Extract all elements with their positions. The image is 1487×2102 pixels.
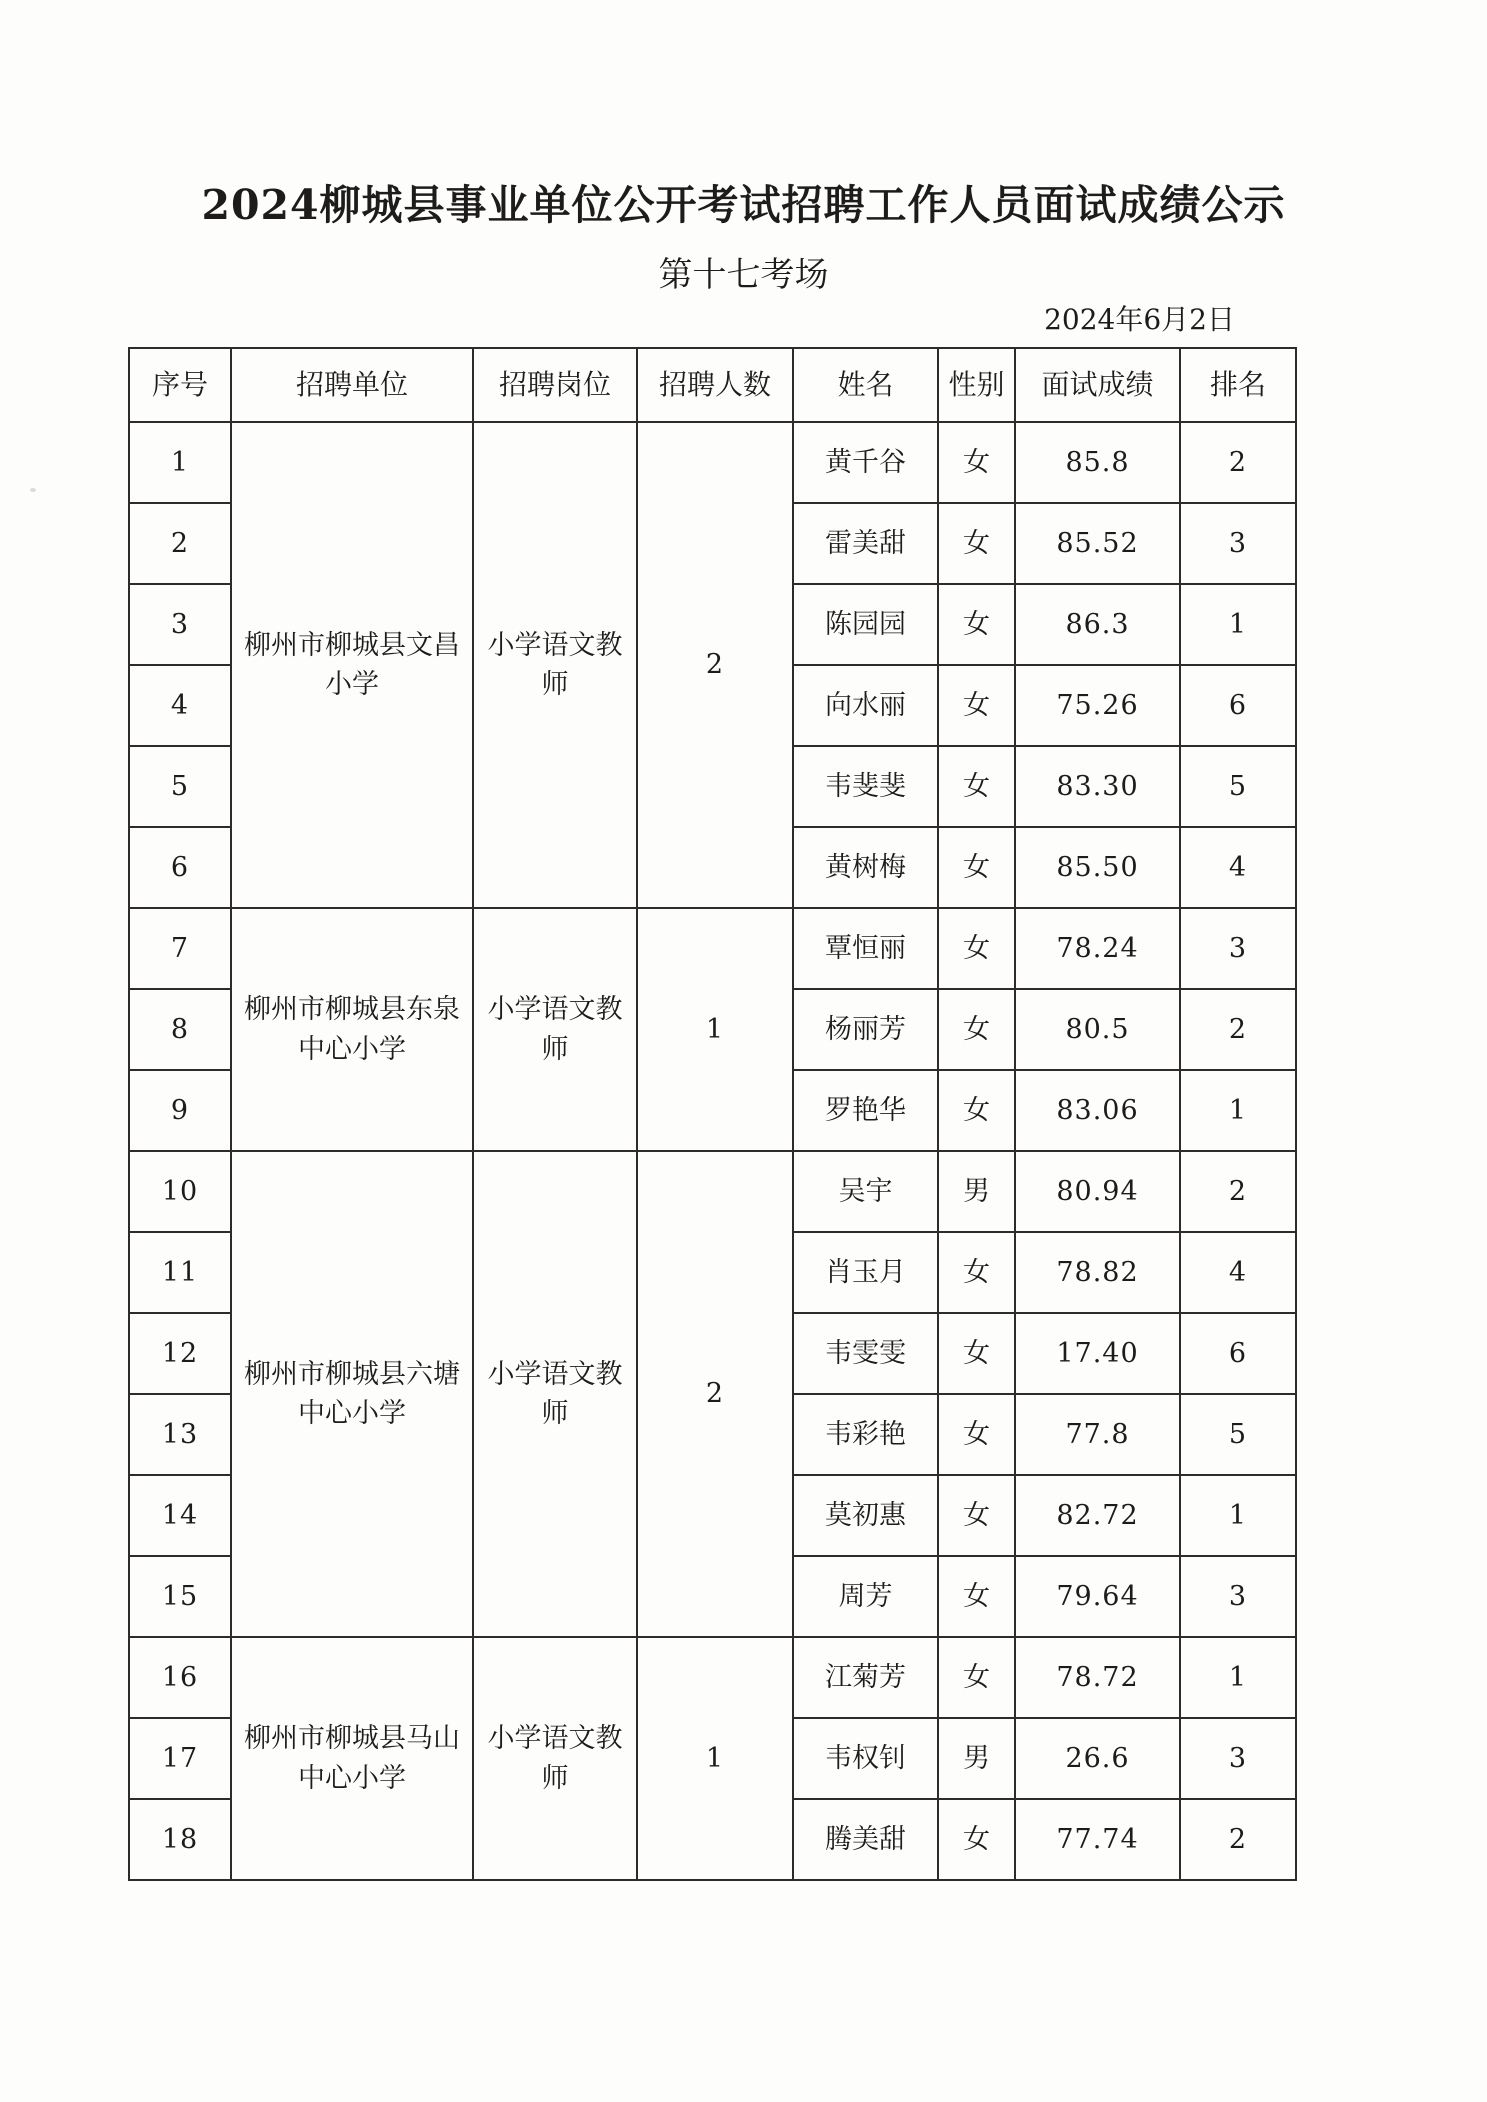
gender-cell: 女	[938, 989, 1015, 1070]
unit-cell: 柳州市柳城县六塘中心小学	[231, 1151, 473, 1637]
name-cell: 黄树梅	[793, 827, 938, 908]
position-cell: 小学语文教师	[473, 422, 637, 908]
openings-cell: 2	[637, 422, 793, 908]
row-number-cell: 9	[129, 1070, 231, 1151]
rank-cell: 1	[1180, 1070, 1296, 1151]
column-header-openings: 招聘人数	[637, 348, 793, 422]
name-cell: 韦斐斐	[793, 746, 938, 827]
column-header-score: 面试成绩	[1015, 348, 1180, 422]
score-cell: 85.52	[1015, 503, 1180, 584]
name-cell: 韦权钊	[793, 1718, 938, 1799]
rank-cell: 1	[1180, 1475, 1296, 1556]
score-cell: 77.8	[1015, 1394, 1180, 1475]
row-number-cell: 14	[129, 1475, 231, 1556]
score-cell: 85.8	[1015, 422, 1180, 503]
score-cell: 77.74	[1015, 1799, 1180, 1880]
rank-cell: 1	[1180, 1637, 1296, 1718]
row-number-cell: 1	[129, 422, 231, 503]
rank-cell: 4	[1180, 1232, 1296, 1313]
row-number-cell: 7	[129, 908, 231, 989]
page-subtitle: 第十七考场	[658, 255, 829, 295]
gender-cell: 女	[938, 1070, 1015, 1151]
score-cell: 17.40	[1015, 1313, 1180, 1394]
score-cell: 80.94	[1015, 1151, 1180, 1232]
rank-cell: 2	[1180, 1151, 1296, 1232]
row-number-cell: 4	[129, 665, 231, 746]
score-cell: 85.50	[1015, 827, 1180, 908]
row-number-cell: 12	[129, 1313, 231, 1394]
gender-cell: 女	[938, 1637, 1015, 1718]
position-cell: 小学语文教师	[473, 908, 637, 1151]
row-number-cell: 18	[129, 1799, 231, 1880]
score-cell: 80.5	[1015, 989, 1180, 1070]
score-cell: 26.6	[1015, 1718, 1180, 1799]
name-cell: 杨丽芳	[793, 989, 938, 1070]
gender-cell: 女	[938, 827, 1015, 908]
column-header-gender: 性别	[938, 348, 1015, 422]
position-cell: 小学语文教师	[473, 1151, 637, 1637]
row-number-cell: 5	[129, 746, 231, 827]
rank-cell: 2	[1180, 422, 1296, 503]
name-cell: 肖玉月	[793, 1232, 938, 1313]
name-cell: 覃恒丽	[793, 908, 938, 989]
gender-cell: 女	[938, 665, 1015, 746]
row-number-cell: 15	[129, 1556, 231, 1637]
scan-speck	[30, 488, 36, 492]
name-cell: 罗艳华	[793, 1070, 938, 1151]
name-cell: 周芳	[793, 1556, 938, 1637]
row-number-cell: 8	[129, 989, 231, 1070]
table-row	[129, 908, 1296, 989]
gender-cell: 男	[938, 1151, 1015, 1232]
gender-cell: 女	[938, 746, 1015, 827]
score-cell: 82.72	[1015, 1475, 1180, 1556]
name-cell: 莫初惠	[793, 1475, 938, 1556]
name-cell: 韦彩艳	[793, 1394, 938, 1475]
gender-cell: 女	[938, 584, 1015, 665]
page-title: 2024柳城县事业单位公开考试招聘工作人员面试成绩公示	[201, 181, 1286, 229]
name-cell: 腾美甜	[793, 1799, 938, 1880]
name-cell: 江菊芳	[793, 1637, 938, 1718]
table-row	[129, 1151, 1296, 1232]
row-number-cell: 6	[129, 827, 231, 908]
openings-cell: 1	[637, 908, 793, 1151]
gender-cell: 女	[938, 422, 1015, 503]
name-cell: 吴宇	[793, 1151, 938, 1232]
openings-cell: 2	[637, 1151, 793, 1637]
column-header-unit: 招聘单位	[231, 348, 473, 422]
table-row	[129, 1637, 1296, 1718]
row-number-cell: 10	[129, 1151, 231, 1232]
table-row	[129, 422, 1296, 503]
table-body	[129, 422, 1296, 1880]
column-header-no: 序号	[129, 348, 231, 422]
rank-cell: 5	[1180, 746, 1296, 827]
gender-cell: 女	[938, 1313, 1015, 1394]
score-cell: 78.72	[1015, 1637, 1180, 1718]
rank-cell: 3	[1180, 1556, 1296, 1637]
row-number-cell: 11	[129, 1232, 231, 1313]
row-number-cell: 17	[129, 1718, 231, 1799]
interview-score-table	[128, 347, 1297, 1881]
column-header-rank: 排名	[1180, 348, 1296, 422]
name-cell: 雷美甜	[793, 503, 938, 584]
column-header-position: 招聘岗位	[473, 348, 637, 422]
rank-cell: 6	[1180, 665, 1296, 746]
name-cell: 黄千谷	[793, 422, 938, 503]
rank-cell: 2	[1180, 1799, 1296, 1880]
score-cell: 83.06	[1015, 1070, 1180, 1151]
openings-cell: 1	[637, 1637, 793, 1880]
row-number-cell: 3	[129, 584, 231, 665]
rank-cell: 3	[1180, 908, 1296, 989]
rank-cell: 2	[1180, 989, 1296, 1070]
rank-cell: 1	[1180, 584, 1296, 665]
rank-cell: 3	[1180, 1718, 1296, 1799]
gender-cell: 女	[938, 1475, 1015, 1556]
score-cell: 79.64	[1015, 1556, 1180, 1637]
row-number-cell: 16	[129, 1637, 231, 1718]
row-number-cell: 13	[129, 1394, 231, 1475]
rank-cell: 4	[1180, 827, 1296, 908]
table-header-row	[129, 348, 1296, 422]
gender-cell: 女	[938, 1394, 1015, 1475]
score-cell: 78.82	[1015, 1232, 1180, 1313]
score-cell: 86.3	[1015, 584, 1180, 665]
name-cell: 陈园园	[793, 584, 938, 665]
gender-cell: 女	[938, 1556, 1015, 1637]
name-cell: 向水丽	[793, 665, 938, 746]
score-cell: 78.24	[1015, 908, 1180, 989]
score-cell: 75.26	[1015, 665, 1180, 746]
gender-cell: 女	[938, 908, 1015, 989]
name-cell: 韦雯雯	[793, 1313, 938, 1394]
unit-cell: 柳州市柳城县东泉中心小学	[231, 908, 473, 1151]
unit-cell: 柳州市柳城县马山中心小学	[231, 1637, 473, 1880]
gender-cell: 男	[938, 1718, 1015, 1799]
gender-cell: 女	[938, 503, 1015, 584]
column-header-name: 姓名	[793, 348, 938, 422]
row-number-cell: 2	[129, 503, 231, 584]
gender-cell: 女	[938, 1232, 1015, 1313]
gender-cell: 女	[938, 1799, 1015, 1880]
unit-cell: 柳州市柳城县文昌小学	[231, 422, 473, 908]
rank-cell: 6	[1180, 1313, 1296, 1394]
rank-cell: 5	[1180, 1394, 1296, 1475]
rank-cell: 3	[1180, 503, 1296, 584]
score-cell: 83.30	[1015, 746, 1180, 827]
position-cell: 小学语文教师	[473, 1637, 637, 1880]
date-label: 2024年6月2日	[1044, 303, 1235, 336]
